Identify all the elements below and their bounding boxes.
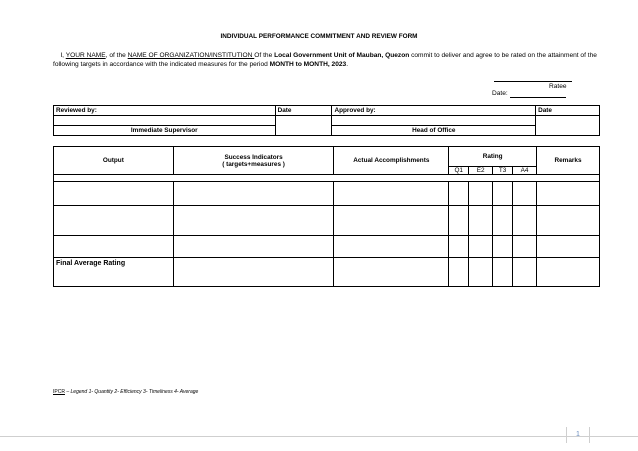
approved-by-label: Approved by: — [332, 106, 536, 116]
t3-cell[interactable] — [493, 236, 513, 258]
accomplishment-cell[interactable] — [334, 236, 449, 258]
e2-cell[interactable] — [469, 236, 493, 258]
q1-cell[interactable] — [449, 206, 469, 236]
final-indicator-cell[interactable] — [173, 258, 334, 287]
ratee-date-label: Date: — [492, 90, 508, 97]
remarks-cell[interactable] — [537, 182, 600, 206]
e2-cell[interactable] — [469, 206, 493, 236]
e2-cell[interactable] — [469, 182, 493, 206]
accomplishment-cell[interactable] — [334, 182, 449, 206]
accomplishment-cell[interactable] — [334, 206, 449, 236]
final-average-row — [54, 258, 600, 287]
t3-cell[interactable] — [493, 206, 513, 236]
final-t3-cell[interactable] — [493, 258, 513, 287]
rating-period: MONTH to MONTH, 2023 — [269, 61, 347, 68]
reviewed-by-label: Reviewed by: — [54, 106, 276, 116]
table-row — [54, 236, 600, 258]
intro-text-2: , of the — [105, 52, 128, 59]
indicator-cell[interactable] — [173, 182, 334, 206]
remarks-header: Remarks — [537, 147, 600, 175]
final-q1-cell[interactable] — [449, 258, 469, 287]
ratee-signature-line — [494, 81, 572, 82]
reviewer-signature-cell[interactable] — [54, 116, 276, 126]
ratee-name: YOUR NAME — [65, 52, 106, 59]
footer-divider — [0, 436, 638, 437]
final-accomplishment-cell[interactable] — [334, 258, 449, 287]
intro-text-1: I, — [60, 52, 66, 59]
a4-cell[interactable] — [513, 236, 537, 258]
success-indicators-title: Success Indicators — [224, 153, 283, 161]
legend-ipcr: IPCR — [53, 389, 65, 395]
table-row — [54, 182, 600, 206]
approval-date-cell[interactable] — [536, 116, 600, 136]
success-indicators-header — [173, 147, 334, 175]
indicator-cell[interactable] — [173, 206, 334, 236]
rating-legend — [53, 389, 198, 395]
actual-accomplishments-header: Actual Accomplishments — [334, 147, 449, 175]
organization-name: NAME OF ORGANIZATION/INSTITUTION — [127, 52, 255, 59]
output-header: Output — [54, 147, 174, 175]
approver-signature-cell[interactable] — [332, 116, 536, 126]
final-e2-cell[interactable] — [469, 258, 493, 287]
a4-cell[interactable] — [513, 182, 537, 206]
final-remarks-cell[interactable] — [537, 258, 600, 287]
intro-text-4: commit to deliver and agree to be rated on the attainment of the following targets in accordance with the indicated measures for the period — [53, 52, 597, 68]
signature-table — [53, 105, 600, 136]
table-row — [54, 175, 600, 182]
q1-cell[interactable] — [449, 236, 469, 258]
approval-date-label: Date — [536, 106, 600, 116]
intro-text-5: . — [346, 61, 349, 68]
remarks-cell[interactable] — [537, 236, 600, 258]
ratee-date-line — [510, 97, 566, 98]
review-date-cell[interactable] — [275, 116, 332, 136]
page-number: 1 — [566, 427, 590, 443]
output-cell[interactable] — [54, 206, 174, 236]
success-indicators-subtitle: ( targets+measures ) — [222, 160, 285, 168]
output-cell[interactable] — [54, 236, 174, 258]
t3-cell[interactable] — [493, 182, 513, 206]
head-of-office-label: Head of Office — [332, 126, 536, 136]
spacer-cell — [54, 175, 600, 182]
final-average-rating-label: Final Average Rating — [54, 258, 174, 287]
final-a4-cell[interactable] — [513, 258, 537, 287]
remarks-cell[interactable] — [537, 206, 600, 236]
lgu-name: Local Government Unit of Mauban, Quezon — [274, 52, 410, 59]
a4-header: A4 — [513, 167, 537, 175]
table-row — [54, 206, 600, 236]
a4-cell[interactable] — [513, 206, 537, 236]
rating-header: Rating — [449, 147, 537, 167]
e2-header: E2 — [469, 167, 493, 175]
q1-header: Q1 — [449, 167, 469, 175]
ratee-label: Ratee — [549, 83, 567, 90]
commitment-statement — [53, 51, 613, 69]
t3-header: T3 — [493, 167, 513, 175]
output-cell[interactable] — [54, 182, 174, 206]
legend-text: – Legend 1- Quantity 2- Efficiency 3- Timeliness 4- Average — [64, 389, 199, 395]
intro-text-3: Of the — [254, 52, 275, 59]
immediate-supervisor-label: Immediate Supervisor — [54, 126, 276, 136]
review-date-label: Date — [275, 106, 332, 116]
indicator-cell[interactable] — [173, 236, 334, 258]
ipcr-table — [53, 146, 600, 287]
q1-cell[interactable] — [449, 182, 469, 206]
form-title: INDIVIDUAL PERFORMANCE COMMITMENT AND REVIEW FORM — [220, 33, 418, 40]
